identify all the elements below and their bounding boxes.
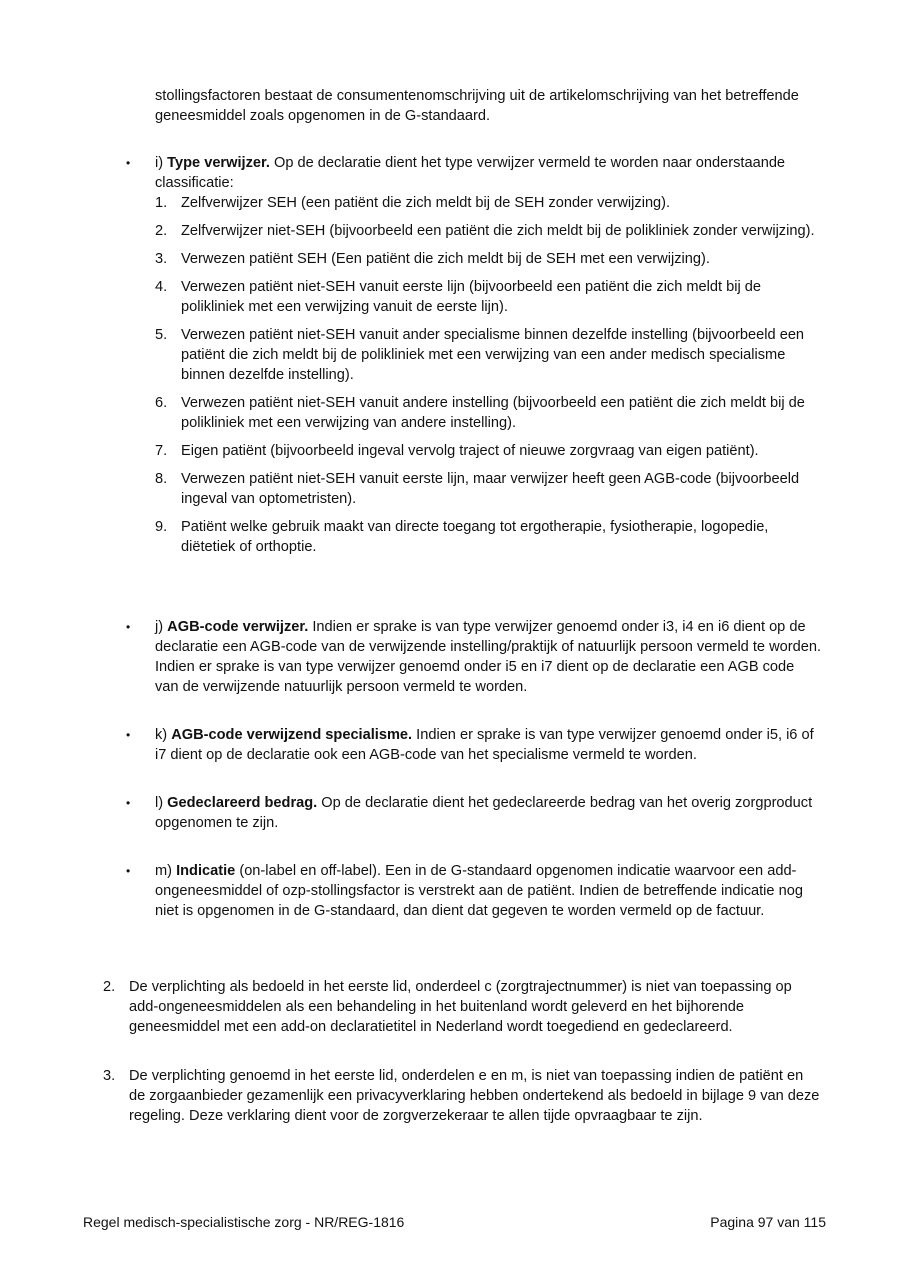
bullet-icon: • (126, 796, 131, 810)
bullet-icon: • (126, 620, 131, 634)
list-item: 2. Zelfverwijzer niet-SEH (bijvoorbeeld een patiënt die zich meldt bij de polikliniek zonder verwijzing). (155, 223, 815, 239)
item-text: De verplichting als bedoeld in het eerste lid, onderdeel c (zorgtrajectnummer) is niet van toepassing op add-ongeneesmiddelen als een behandeling in het buitenland wordt geleverd en het bijhorende geneesmiddel met een add-on declaratietitel in Nederland wordt toegediend en gedeclareerd. (129, 979, 792, 1035)
item-number: 2. (103, 979, 116, 995)
bullet-heading: Gedeclareerd bedrag. (167, 795, 318, 811)
list-item: 8. Verwezen patiënt niet-SEH vanuit eerste lijn, maar verwijzer heeft geen AGB-code (bijvoorbeeld ingeval van optometristen). (155, 471, 800, 507)
bullet-heading: Type verwijzer. (167, 155, 270, 171)
list-item: 9. Patiënt welke gebruik maakt van directe toegang tot ergotherapie, fysiotherapie, logopedie, diëtetiek of orthoptie. (155, 519, 769, 555)
bullet-heading: AGB-code verwijzend specialisme. (171, 727, 413, 743)
list-item: 7. Eigen patiënt (bijvoorbeeld ingeval vervolg traject of nieuwe zorgvraag van eigen patiënt). (155, 443, 759, 459)
bullet-icon: • (126, 864, 131, 878)
list-item: 6. Verwezen patiënt niet-SEH vanuit andere instelling (bijvoorbeeld een patiënt die zich meldt bij de polikliniek met een verwijzing van andere instelling). (155, 395, 805, 431)
bullet-item-i (126, 153, 821, 565)
footer-document-title: Regel medisch-specialistische zorg - NR/REG-1816 (83, 1214, 405, 1230)
list-item: 1. Zelfverwijzer SEH (een patiënt die zich meldt bij de SEH zonder verwijzing). (155, 195, 671, 211)
bullet-icon: • (126, 156, 131, 170)
list-item: 4. Verwezen patiënt niet-SEH vanuit eerste lijn (bijvoorbeeld een patiënt die zich meldt bij de polikliniek met een verwijzing vanuit de eerste lijn). (155, 279, 762, 315)
footer-page-number: Pagina 97 van 115 (710, 1214, 826, 1230)
bullet-heading: AGB-code verwijzer. (167, 619, 309, 635)
item-text: De verplichting genoemd in het eerste lid, onderdelen e en m, is niet van toepassing indien de patiënt en de zorgaanbieder gezamenlijk een privacyverklaring hebben ondertekend als bedoeld in bijlage 9 van deze regeling. Deze verklaring dient voor de zorgverzekeraar te allen tijde opvraagbaar te zijn. (129, 1068, 820, 1124)
bullet-text: i) Type verwijzer. Op de declaratie dient het type verwijzer vermeld te worden naar onderstaande classificatie: (155, 155, 786, 191)
list-item: 3. Verwezen patiënt SEH (Een patiënt die zich meldt bij de SEH met een verwijzing). (155, 251, 710, 267)
list-item: 5. Verwezen patiënt niet-SEH vanuit ander specialisme binnen dezelfde instelling (bijvoorbeeld een patiënt die zich meldt bij de polikliniek met een verwijzing van een ander medisch specialisme binnen dezelfde instelling). (155, 327, 805, 383)
main-item-3 (103, 1066, 823, 1126)
item-number: 3. (103, 1068, 116, 1084)
bullet-item-m (126, 861, 821, 921)
bullet-text: k) AGB-code verwijzend specialisme. Indien er sprake is van type verwijzer genoemd onder i5, i6 of i7 dient op de declaratie ook een AGB-code van het specialisme vermeld te worden. (155, 727, 814, 763)
main-item-2 (103, 977, 823, 1037)
bullet-text: m) Indicatie (on-label en off-label). Een in de G-standaard opgenomen indicatie waarvoor een add-ongeneesmiddel of ozp-stollingsfactor is verstrekt aan de patiënt. Indien de betreffende indicatie nog niet is opgenomen in de G-standaard, dan dient dat gegeven te worden vermeld op de factuur. (155, 863, 803, 919)
page-footer (83, 1212, 826, 1232)
bullet-item-k (126, 725, 821, 765)
bullet-text: j) AGB-code verwijzer. Indien er sprake is van type verwijzer genoemd onder i3, i4 en i6 dient op de declaratie een AGB-code van de verwijzende instelling/praktijk of natuurlijk persoon vermeld te worden. Indien er sprake is van type verwijzer genoemd onder i5 en i7 dient op de declaratie een AGB code van de verwijzende natuurlijk persoon vermeld te worden. (155, 619, 821, 695)
bullet-item-l (126, 793, 821, 833)
verwijzer-type-list (155, 193, 821, 557)
continuation-paragraph: stollingsfactoren bestaat de consumentenomschrijving uit de artikelomschrijving van het betreffende geneesmiddel zoals opgenomen in de G-standaard. (155, 88, 799, 124)
bullet-heading: Indicatie (176, 863, 236, 879)
bullet-item-j (126, 617, 821, 697)
bullet-text: l) Gedeclareerd bedrag. Op de declaratie dient het gedeclareerde bedrag van het overig zorgproduct opgenomen te zijn. (155, 795, 813, 831)
bullet-icon: • (126, 728, 131, 742)
